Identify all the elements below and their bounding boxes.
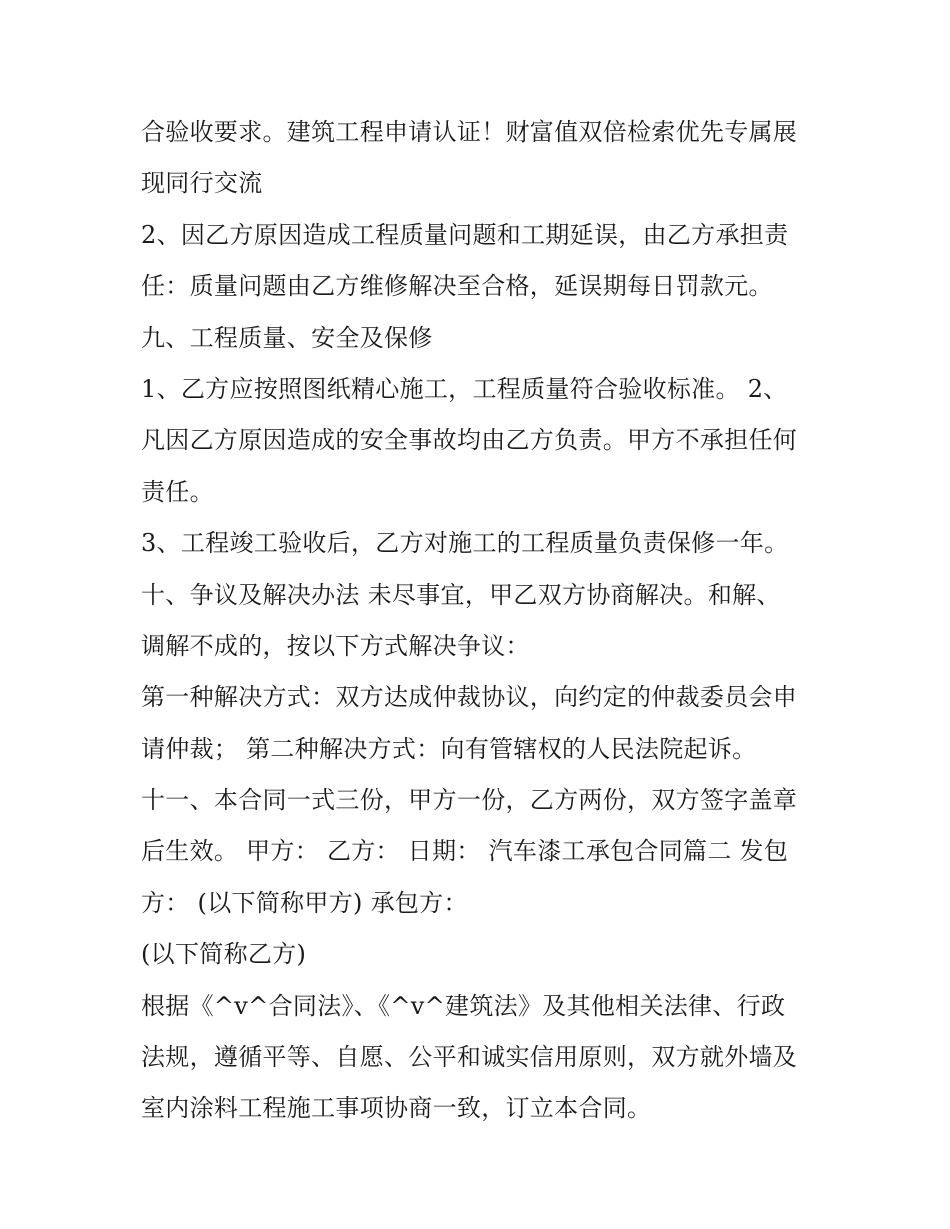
text-line: 根据《^v^合同法》、《^v^建筑法》及其他相关法律、行政 [141,991,786,1020]
text-line: 第一种解决方式：双方达成仲裁协议，向约定的仲裁委员会申 [141,683,798,712]
text-line: 法规，遵循平等、自愿、公平和诚实信用原则，双方就外墙及 [141,1043,798,1072]
text-line: (以下简称乙方) [141,940,307,969]
text-line: 2、因乙方原因造成工程质量问题和工期延误，由乙方承担责 [141,220,789,249]
text-line: 3、工程竣工验收后，乙方对施工的工程质量负责保修一年。 [141,529,789,558]
text-line: 方： (以下简称甲方) 承包方： [141,888,468,917]
text-line: 室内涂料工程施工事项协商一致，订立本合同。 [141,1094,652,1123]
text-line: 凡因乙方原因造成的安全事故均由乙方负责。甲方不承担任何 [141,426,798,455]
text-line: 任：质量问题由乙方维修解决至合格，延误期每日罚款元。 [141,272,773,301]
text-line: 十、争议及解决办法 未尽事宜，甲乙双方协商解决。和解、 [141,580,781,609]
contract-text-body [141,107,841,1135]
text-line: 十一、本合同一式三份，甲方一份，乙方两份，双方签字盖章 [141,786,798,815]
section-heading: 九、工程质量、安全及保修 [141,323,433,352]
text-line: 后生效。 甲方： 乙方： 日期： 汽车漆工承包合同篇二 发包 [141,837,789,866]
text-line: 责任。 [141,477,214,506]
text-line: 1、乙方应按照图纸精心施工，工程质量符合验收标准。 2、 [141,374,788,403]
text-line: 现同行交流 [141,169,263,198]
text-line: 调解不成的，按以下方式解决争议： [141,631,530,660]
text-line: 合验收要求。建筑工程申请认证！财富值双倍检索优先专属展 [141,118,798,146]
text-line: 请仲裁； 第二种解决方式：向有管辖权的人民法院起诉。 [141,734,757,763]
